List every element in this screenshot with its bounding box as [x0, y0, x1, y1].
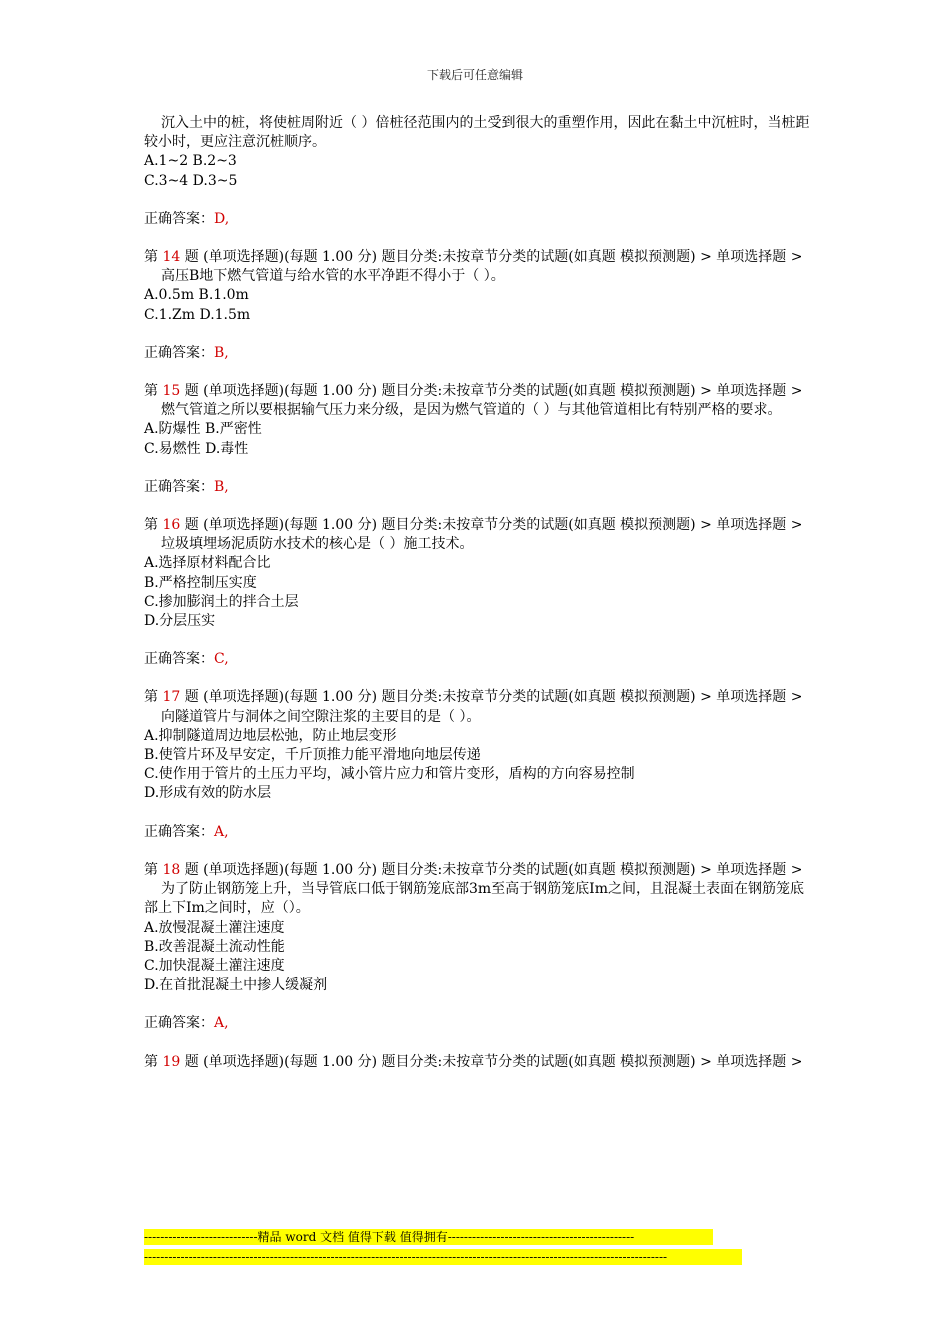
option-line: A.抑制隧道周边地层松弛，防止地层变形 [144, 727, 397, 744]
option-line: B.使管片环及早安定，千斤顶推力能平滑地向地层传递 [144, 747, 481, 764]
answer-label: 正确答案： [144, 651, 214, 668]
question-stem: 垃圾填埋场泥质防水技术的核心是（ ）施工技术。 [161, 536, 474, 553]
question-meta: 题 (单项选择题)(每题 1.00 分) 题目分类:未按章节分类的试题(如真题 模拟预测题) > 单项选择题 > [180, 689, 803, 706]
question-number: 18 [162, 861, 181, 878]
option-line: D.形成有效的防水层 [144, 785, 272, 802]
option-line: B.改善混凝土流动性能 [144, 938, 285, 955]
question-stem: 向隧道管片与洞体之间空隙注浆的主要目的是（ ）。 [161, 708, 481, 725]
question-number: 17 [162, 689, 181, 706]
option-line: C.加快混凝土灌注速度 [144, 957, 285, 974]
option-line: D.分层压实 [144, 613, 216, 630]
page-footer [144, 1229, 742, 1269]
question-prefix: 第 [144, 689, 163, 706]
question-prefix: 第 [144, 1053, 163, 1070]
question-header [144, 248, 810, 267]
question-prefix: 第 [144, 383, 163, 400]
question-header [144, 688, 810, 707]
answer-label: 正确答案： [144, 344, 214, 361]
question-stem: 沉入土中的桩，将使桩周附近（ ）倍桩径范围内的土受到很大的重塑作用，因此在黏土中沉桩时，当桩距较小时，更应注意沉桩顺序。 [144, 115, 810, 151]
option-line: A.放慢混凝土灌注速度 [144, 919, 285, 936]
question-stem: 为了防止钢筋笼上升，当导管底口低于钢筋笼底部3m至高于钢筋笼底Im之间，且混凝土表面在钢筋笼底部上下Im之间时，应（）。 [144, 881, 804, 917]
intro-question [144, 114, 810, 229]
option-line: A.1~2 B.2~3 [144, 153, 237, 170]
question-number: 15 [162, 383, 181, 400]
answer-label: 正确答案： [144, 478, 214, 495]
question-number: 14 [162, 249, 181, 266]
question-meta: 题 (单项选择题)(每题 1.00 分) 题目分类:未按章节分类的试题(如真题 模拟预测题) > 单项选择题 > [180, 1053, 803, 1070]
option-line: D.在首批混凝土中掺人缓凝剂 [144, 977, 328, 994]
option-line: C.掺加膨润土的拌合土层 [144, 593, 299, 610]
answer-label: 正确答案： [144, 823, 214, 840]
question-meta: 题 (单项选择题)(每题 1.00 分) 题目分类:未按章节分类的试题(如真题 模拟预测题) > 单项选择题 > [180, 383, 803, 400]
answer-value: A, [214, 1015, 229, 1032]
question-number: 19 [162, 1053, 181, 1070]
question-header [144, 1053, 810, 1072]
answer-line [144, 344, 810, 363]
question-block [144, 516, 810, 669]
question-stem: 高压B地下燃气管道与给水管的水平净距不得小于（ ）。 [161, 268, 505, 285]
footer-divider: --------------------------------------------------------------------------------------------------------------------------------- [144, 1249, 742, 1265]
question-meta: 题 (单项选择题)(每题 1.00 分) 题目分类:未按章节分类的试题(如真题 模拟预测题) > 单项选择题 > [180, 249, 803, 266]
question-header [144, 861, 810, 880]
question-block [144, 861, 810, 1034]
question-header [144, 382, 810, 401]
question-block [144, 688, 810, 841]
question-meta: 题 (单项选择题)(每题 1.00 分) 题目分类:未按章节分类的试题(如真题 模拟预测题) > 单项选择题 > [180, 861, 803, 878]
option-line: A.0.5m B.1.0m [144, 287, 249, 304]
answer-line [144, 650, 810, 669]
answer-value: C, [214, 651, 229, 668]
question-block [144, 382, 810, 497]
question-list [144, 248, 810, 1072]
answer-line [144, 1014, 810, 1033]
answer-value: B, [214, 344, 229, 361]
option-line: C.使作用于管片的土压力平均，减小管片应力和管片变形，盾构的方向容易控制 [144, 766, 635, 783]
option-line: C.易燃性 D.毒性 [144, 440, 249, 457]
option-line: A.防爆性 B.严密性 [144, 421, 262, 438]
question-block [144, 1053, 810, 1072]
option-line: A.选择原材料配合比 [144, 555, 271, 572]
question-meta: 题 (单项选择题)(每题 1.00 分) 题目分类:未按章节分类的试题(如真题 模拟预测题) > 单项选择题 > [180, 517, 803, 534]
question-header [144, 516, 810, 535]
answer-value: A, [214, 823, 229, 840]
answer-value: D, [214, 210, 230, 227]
question-block [144, 248, 810, 363]
question-prefix: 第 [144, 249, 163, 266]
question-stem: 燃气管道之所以要根据输气压力来分级，是因为燃气管道的（ ）与其他管道相比有特别严格的要求。 [161, 402, 782, 419]
answer-line [144, 478, 810, 497]
option-line: C.3~4 D.3~5 [144, 172, 238, 189]
footer-banner: ----------------------------精品 word 文档 值得下载 值得拥有---------------------------------------------- [144, 1229, 713, 1245]
question-prefix: 第 [144, 861, 163, 878]
document-body [144, 114, 810, 1072]
answer-value: B, [214, 478, 229, 495]
option-line: B.严格控制压实度 [144, 574, 257, 591]
page-header: 下载后可任意编辑 [426, 68, 523, 82]
question-prefix: 第 [144, 517, 163, 534]
answer-line [144, 823, 810, 842]
answer-line [144, 210, 810, 229]
answer-label: 正确答案： [144, 210, 214, 227]
answer-label: 正确答案： [144, 1015, 214, 1032]
question-number: 16 [162, 517, 181, 534]
option-line: C.1.Zm D.1.5m [144, 306, 251, 323]
